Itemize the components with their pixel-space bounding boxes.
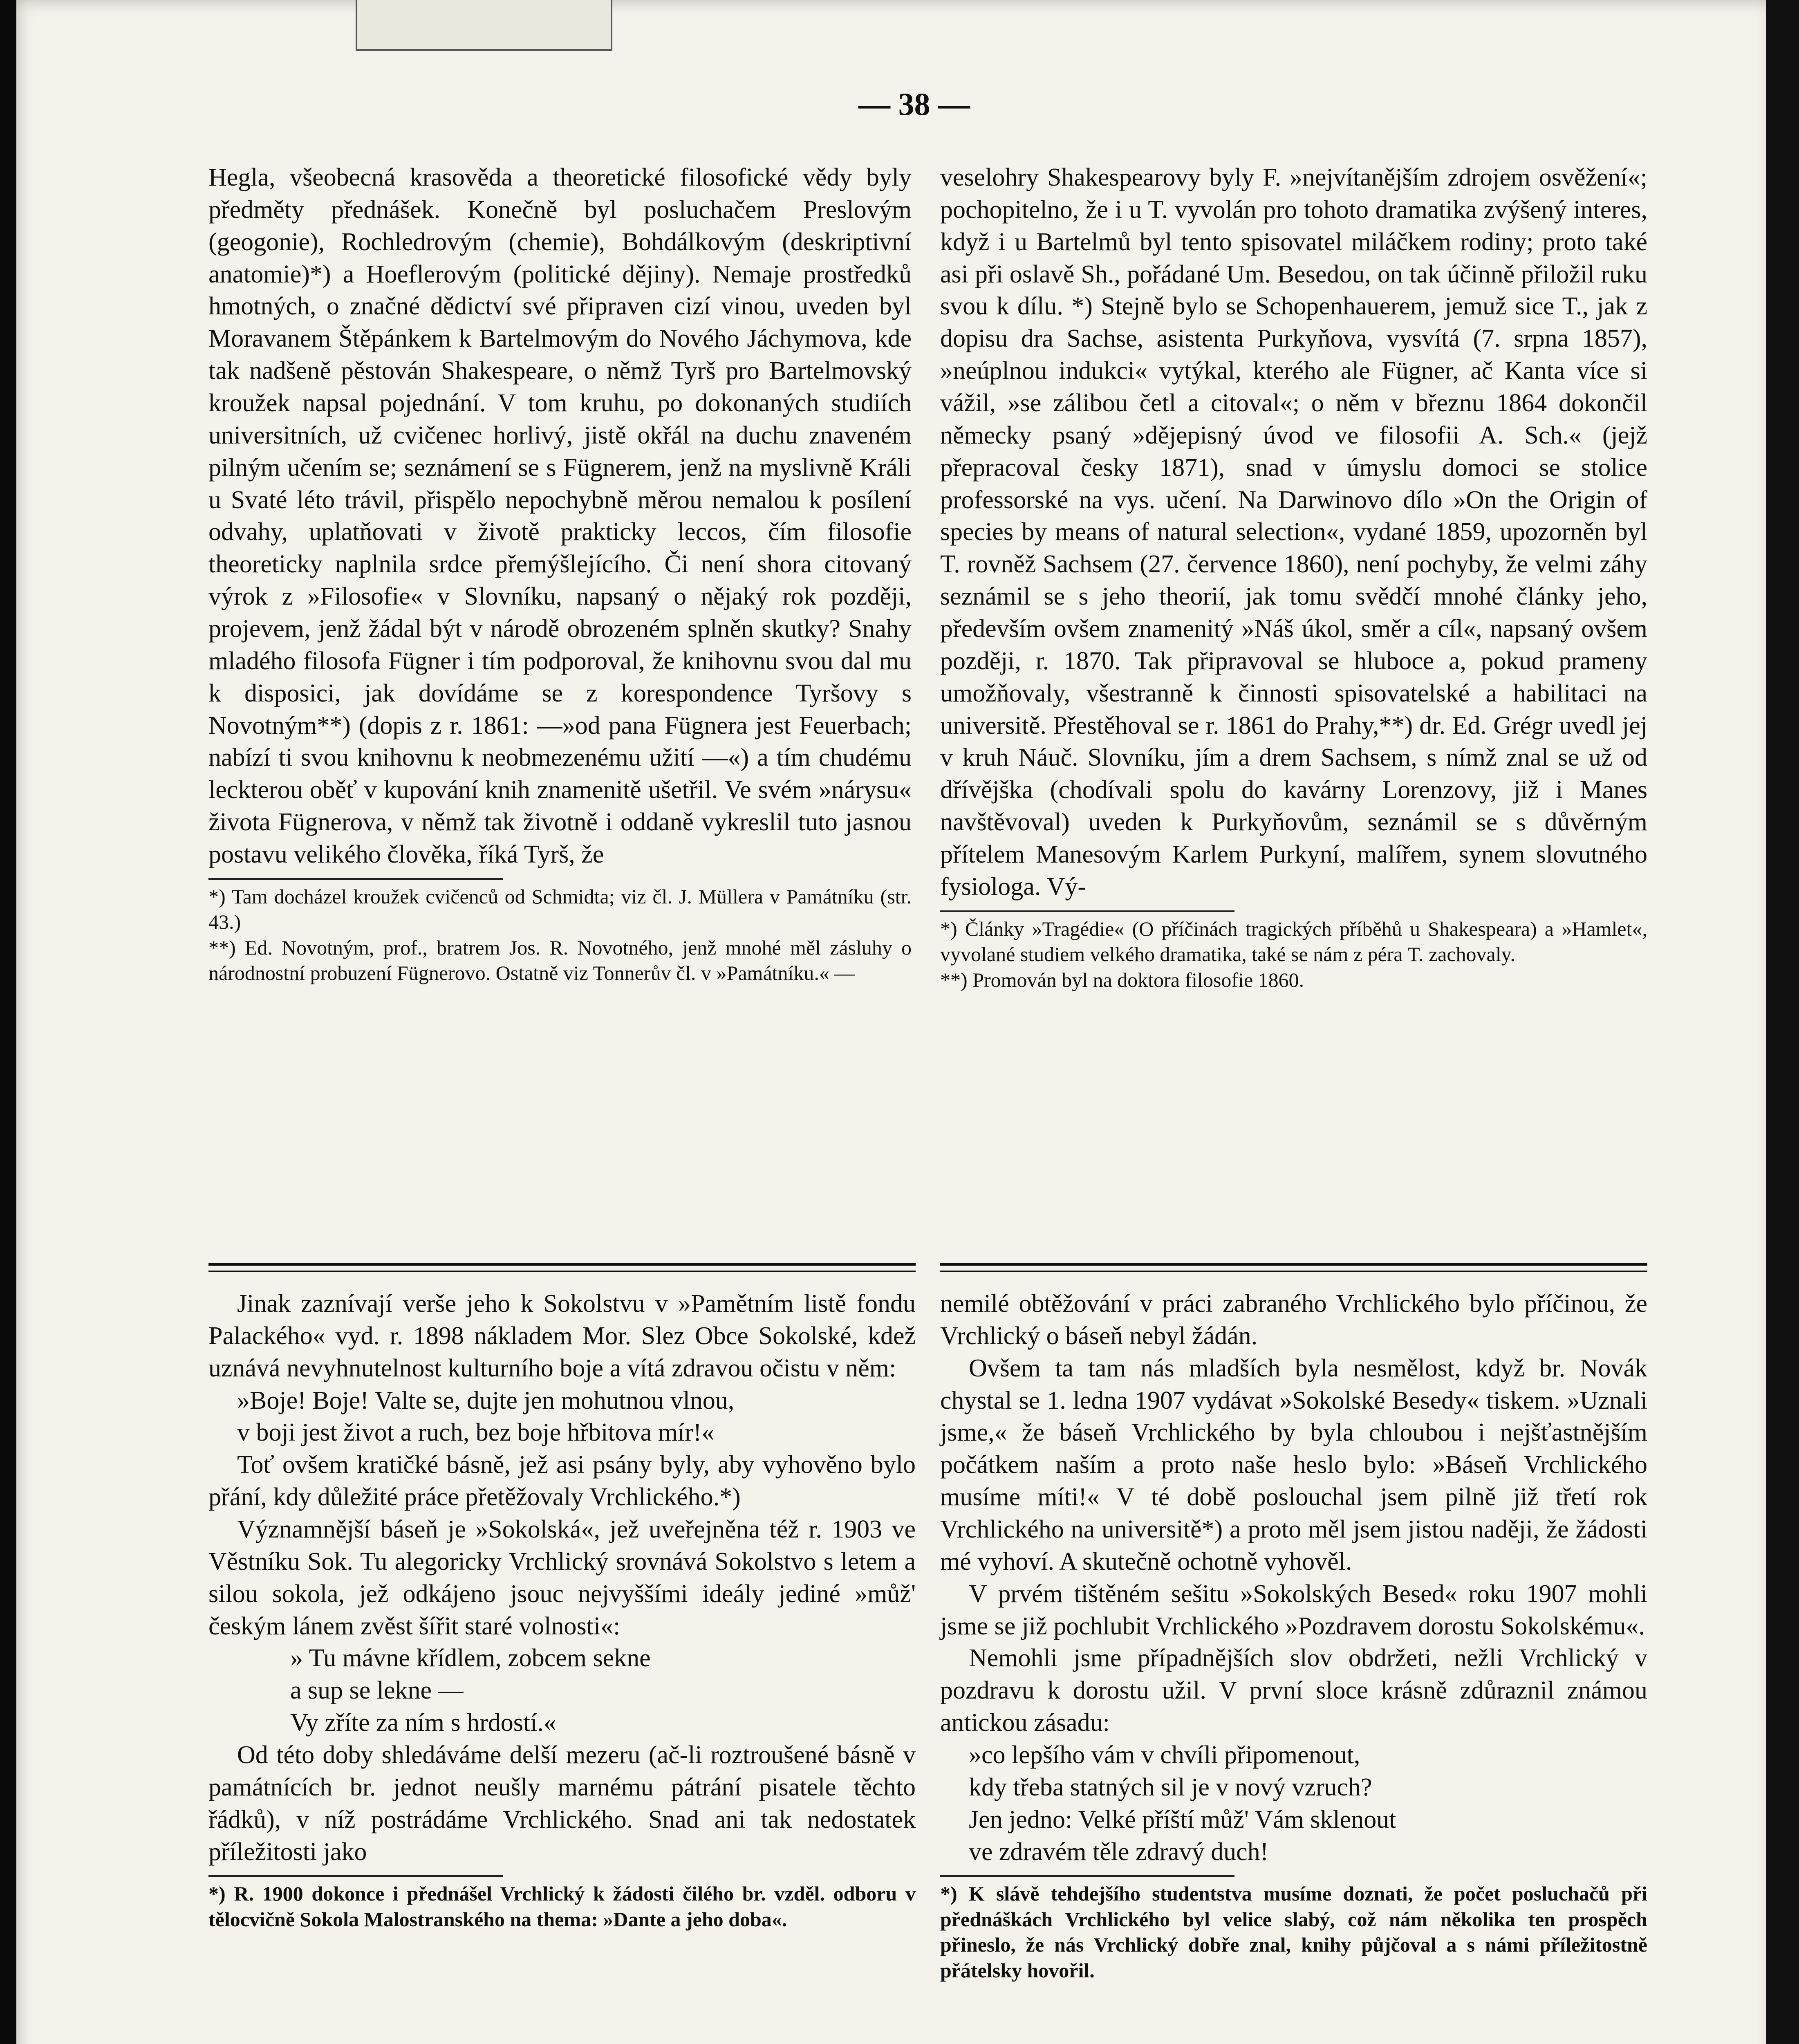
section-separator — [208, 1271, 916, 1272]
paragraph: Ovšem ta tam nás mladších byla nesmělost, když br. Novák chystal se 1. ledna 1907 vydávat »Sokolské Besedy« tiskem. »Uznali jsme,« že báseň Vrchlického by byla chloubou i nejšťastnějším počátkem naším a proto naše heslo bylo: »Báseň Vrchlického musíme míti!« V té době poslouchal jsem pilně již třetí rok Vrchlického na universitě*) a proto měl jsem jistou naději, že žádosti mé vyhoví. A skutečně ochotně vyhověl. — [940, 1354, 1647, 1576]
verse-line: Vy zříte za ním s hrdostí.« — [290, 1709, 556, 1737]
verse-line: v boji jest život a ruch, bez boje hřbitova mír!« — [237, 1419, 715, 1447]
bottom-right-column — [940, 1288, 1647, 1983]
footnote: *) K slávě tehdejšího studentstva musíme doznati, že počet posluchačů při přednáškách Vrchlického byl velice slabý, což nám několika ten prospěch přineslo, že nás Vrchlický dobře znal, knihy půjčoval a s námi příležitostně přátelsky hovořil. — [940, 1882, 1647, 1982]
paragraph: Od této doby shledáváme delší mezeru (ač-li roztroušené básně v památnících br. jednot neušly marnému pátrání pisatele těchto řádků), v níž postrádáme Vrchlického. Snad ani tak nedostatek příležitosti jako — [208, 1741, 916, 1866]
footnote: *) Články »Tragédie« (O příčinách tragických příběhů u Shakespeara) a »Hamlet«, vyvolané studiem velkého dramatika, také se nám z péra T. zachovaly. — [940, 917, 1647, 966]
footnote: **) Ed. Novotným, prof., bratrem Jos. R. Novotného, jenž mnohé měl zásluhy o národnostní probuzení Fügnerovo. Ostatně viz Tonnerův čl. v »Památníku.« — — [208, 936, 912, 985]
footnote-rule — [208, 878, 503, 880]
page-number: — 38 — — [858, 86, 970, 122]
verse-line: a sup se lekne — — [290, 1676, 464, 1705]
verse-line: »co lepšího vám v chvíli připomenout, — [969, 1741, 1360, 1769]
paragraph: V prvém tištěném sešitu »Sokolských Besed« roku 1907 mohli jsme se již pochlubit Vrchlického »Pozdravem dorostu Sokolskému«. — [940, 1580, 1647, 1640]
top-right-body: veselohry Shakespearovy byly F. »nejvítanějším zdrojem osvěžení«; pochopitelno, že i u T. vyvolán pro tohoto dramatika zvýšený interes, když i u Bartelmů byl tento spisovatel miláčkem rodiny; proto také asi při oslavě Sh., pořádané Um. Besedou, on tak účinně přiložil ruku svou k dílu. *) Stejně bylo se Schopenhauerem, jemuž sice T., jak z dopisu dra Sachse, asistenta Purkyňova, vysvítá (7. srpna 1857), »neúplnou indukci« vytýkal, kterého ale Fügner, ač Kanta více si vážil, »se zálibou četl a citoval«; o něm v březnu 1864 dokončil německy psaný »dějepisný úvod ve filosofii A. Sch.« (jejž přepracoval česky 1871), snad v úmyslu domoci se stolice professorské na vys. učení. Na Darwinovo dílo »On the Origin of species by means of natural selection«, vydané 1859, upozorněn byl T. rovněž Sachsem (27. července 1860), není pochyby, že velmi záhy seznámil se s jeho theorií, jak tomu svědčí mnohé články jeho, především ovšem znamenitý »Náš úkol, směr a cíl«, napsaný ovšem později, r. 1870. Tak připravoval se hluboce a, pokud prameny umožňovaly, všestranně k činnosti spisovatelské a habilitaci na universitě. Přestěhoval se r. 1861 do Prahy,**) dr. Ed. Grégr uvedl jej v kruh Náuč. Slovníku, jím a drem Sachsem, s nímž znal se už od dřívějška (chodívali spolu do kavárny Lorenzovy, již i Manes navštěvoval) uveden k Purkyňovům, seznámil se s důvěrným přítelem Manesovým Karlem Purkyní, malířem, synem slovutného fysiologa. Vý- — [940, 164, 1647, 901]
section-separator — [208, 1263, 916, 1266]
paragraph: Jinak zaznívají verše jeho k Sokolstvu v »Pamětním listě fondu Palackého« vyd. r. 1898 nákladem Mor. Slez Obce Sokolské, kdež uznává nevyhnutelnost kulturního boje a vítá zdravou očistu v něm: — [208, 1290, 916, 1382]
verse-line: »Boje! Boje! Valte se, dujte jen mohutnou vlnou, — [237, 1386, 735, 1414]
top-left-body: Hegla, všeobecná krasověda a theoretické filosofické vědy byly předměty přednášek. Konečně byl posluchačem Preslovým (geogonie), Rochledrovým (chemie), Bohdálkovým (deskriptivní anatomie)*) a Hoeflerovým (politické dějiny). Nemaje prostředků hmotných, o značné dědictví své připraven cizí vinou, uveden byl Moravanem Štěpánkem k Bartelmovým do Nového Jáchymova, kde tak nadšeně pěstován Shakespeare, o němž Tyrš pro Bartelmovský kroužek napsal pojednání. V tom kruhu, po dokonaných studiích universitních, už cvičenec horlivý, jistě okřál na duchu znaveném pilným učením se; seznámení se s Fügnerem, jenž na myslivně Králi u Svaté léto trávil, přispělo nepochybně měrou nemalou k posílení odvahy, uplatňovati v životě prakticky leccos, čím filosofie theoreticky naplnila srdce přemýšlejícího. Či není shora citovaný výrok z »Filosofie« v Slovníku, napsaný o nějaký rok později, projevem, jenž žádal být v národě obrozeném splněn skutky? Snahy mladého filosofa Fügner i tím podporoval, že knihovnu svou dal mu k disposici, jak dovídáme se z korespondence Tyršovy s Novotným**) (dopis z r. 1861: —»od pana Fügnera jest Feuerbach; nabízí ti svou knihovnu k neobmezenému užití —«) a tím chudému leckterou oběť v kupování knih znamenitě ušetřil. Ve svém »nárysu« života Fügnerova, v němž tak životně i oddaně vykreslil tuto jasnou postavu velikého člověka, říká Tyrš, že — [208, 164, 912, 869]
section-separator — [940, 1263, 1647, 1266]
bottom-left-column — [208, 1288, 916, 1932]
verse-line: Jen jedno: Velké příští můž' Vám sklenout — [969, 1805, 1396, 1833]
document-page — [16, 0, 1774, 2044]
footnote: *) Tam docházel kroužek cvičenců od Schmidta; viz čl. J. Müllera v Památníku (str. 43.) — [208, 885, 912, 934]
footnote: *) R. 1900 dokonce i přednášel Vrchlický k žádosti čilého br. vzděl. odboru v tělocvičně Sokola Malostranského na thema: »Dante a jeho doba«. — [208, 1882, 916, 1931]
verse-line: kdy třeba statných sil je v nový vzruch? — [969, 1773, 1372, 1801]
footnote: **) Promován byl na doktora filosofie 1860. — [940, 968, 1304, 991]
footnote-rule — [940, 910, 1234, 912]
top-left-column — [208, 161, 912, 986]
paragraph: nemilé obtěžování v práci zabraného Vrchlického bylo příčinou, že Vrchlický o báseň nebyl žádán. — [940, 1290, 1647, 1350]
section-separator — [940, 1271, 1647, 1272]
footnote-rule — [940, 1875, 1234, 1877]
verse-line: » Tu mávne křídlem, zobcem sekne — [290, 1644, 651, 1672]
paragraph: Nemohli jsme případnějších slov obdržeti, nežli Vrchlický v pozdravu k dorostu užil. V první sloce krásně zdůraznil známou antickou zásadu: — [940, 1644, 1647, 1737]
paragraph: Toť ovšem kratičké básně, jež asi psány byly, aby vyhověno bylo přání, kdy důležité práce přetěžovaly Vrchlického.*) — [208, 1451, 916, 1511]
top-right-column — [940, 161, 1647, 993]
footnote-rule — [208, 1875, 503, 1877]
verse-line: ve zdravém těle zdravý duch! — [969, 1838, 1269, 1866]
library-stamp — [356, 0, 612, 51]
paragraph: Významnější báseň je »Sokolská«, jež uveřejněna též r. 1903 ve Věstníku Sok. Tu alegoricky Vrchlický srovnává Sokolstvo s letem a silou sokola, jež odkájeno jsouc nejvyššími ideály jediné »můž' českým lánem zvěst šířit staré volnosti«: — [208, 1515, 916, 1640]
scan-edge — [1766, 0, 1799, 2044]
